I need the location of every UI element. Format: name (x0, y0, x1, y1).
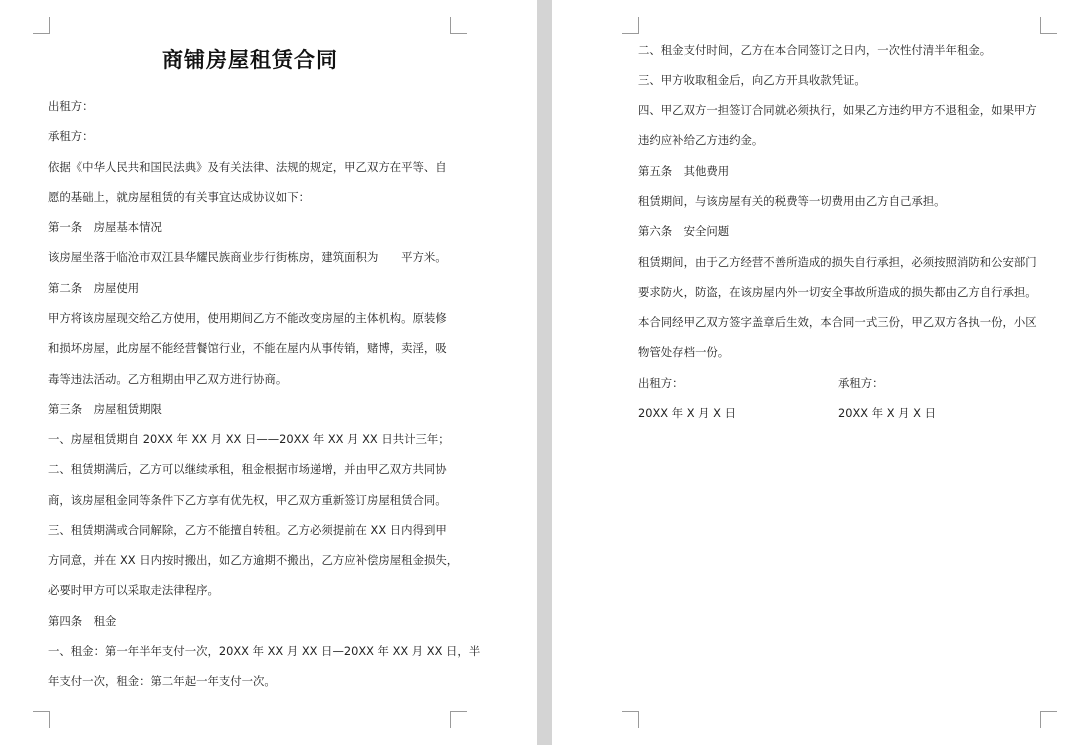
corner-mark-top-left (622, 17, 639, 34)
document-title: 商铺房屋租赁合同 (162, 47, 338, 72)
text-line: 承租方： (48, 129, 94, 143)
section-heading: 第一条 房屋基本情况 (48, 220, 162, 234)
text-line: 商，该房屋租金同等条件下乙方享有优先权，甲乙双方重新签订房屋租赁合同。 (48, 493, 447, 507)
text-line: 愿的基础上，就房屋租赁的有关事宜达成协议如下： (48, 190, 310, 204)
corner-mark-top-right (450, 17, 467, 34)
text-line: 一、房屋租赁期自 20XX 年 XX 月 XX 日——20XX 年 XX 月 XX 日共计三年； (48, 432, 450, 446)
corner-mark-bottom-left (622, 711, 639, 728)
lessor-signature-label: 出租方： (638, 376, 684, 390)
text-line: 该房屋坐落于临沧市双江县华耀民族商业步行街栋房，建筑面积为 平方米。 (48, 250, 447, 264)
page-gutter (537, 0, 552, 745)
corner-mark-top-left (33, 17, 50, 34)
text-line: 租赁期间，与该房屋有关的税费等一切费用由乙方自己承担。 (638, 194, 946, 208)
document-page-2 (552, 0, 1080, 745)
text-line: 一、租金：第一年半年支付一次，20XX 年 XX 月 XX 日—20XX 年 XX 月 XX 日，半 (48, 644, 481, 658)
text-line: 依据《中华人民共和国民法典》及有关法律、法规的规定，甲乙双方在平等、自 (48, 160, 447, 174)
text-line: 本合同经甲乙双方签字盖章后生效，本合同一式三份，甲乙双方各执一份，小区 (638, 315, 1037, 329)
text-line: 要求防火，防盗，在该房屋内外一切安全事故所造成的损失都由乙方自行承担。 (638, 285, 1037, 299)
text-line: 三、租赁期满或合同解除，乙方不能擅自转租。乙方必须提前在 XX 日内得到甲 (48, 523, 447, 537)
text-line: 毒等违法活动。乙方租期由甲乙双方进行协商。 (48, 372, 288, 386)
text-line: 年支付一次，租金：第二年起一年支付一次。 (48, 674, 276, 688)
section-heading: 第三条 房屋租赁期限 (48, 402, 162, 416)
corner-mark-top-right (1040, 17, 1057, 34)
lessee-signature-date: 20XX 年 X 月 X 日 (838, 406, 936, 420)
corner-mark-bottom-right (1040, 711, 1057, 728)
text-line: 出租方： (48, 99, 94, 113)
text-line: 必要时甲方可以采取走法律程序。 (48, 583, 219, 597)
text-line: 方同意，并在 XX 日内按时搬出，如乙方逾期不搬出，乙方应补偿房屋租金损失， (48, 553, 459, 567)
corner-mark-bottom-left (33, 711, 50, 728)
text-line: 甲方将该房屋现交给乙方使用，使用期间乙方不能改变房屋的主体机构。原装修 (48, 311, 447, 325)
section-heading: 第五条 其他费用 (638, 164, 730, 178)
lessee-signature-label: 承租方： (838, 376, 884, 390)
document-page-1 (0, 0, 537, 745)
text-line: 二、租金支付时间，乙方在本合同签订之日内，一次性付清半年租金。 (638, 43, 992, 57)
text-line: 和损坏房屋，此房屋不能经营餐馆行业，不能在屋内从事传销，赌博，卖淫，吸 (48, 341, 447, 355)
section-heading: 第六条 安全问题 (638, 224, 730, 238)
text-line: 租赁期间，由于乙方经营不善所造成的损失自行承担，必须按照消防和公安部门 (638, 255, 1037, 269)
text-line: 物管处存档一份。 (638, 345, 730, 359)
text-line: 三、甲方收取租金后，向乙方开具收款凭证。 (638, 73, 866, 87)
section-heading: 第二条 房屋使用 (48, 281, 140, 295)
lessor-signature-date: 20XX 年 X 月 X 日 (638, 406, 736, 420)
text-line: 二、租赁期满后，乙方可以继续承租，租金根据市场递增，并由甲乙双方共同协 (48, 462, 447, 476)
text-line: 违约应补给乙方违约金。 (638, 133, 764, 147)
corner-mark-bottom-right (450, 711, 467, 728)
text-line: 四、甲乙双方一担签订合同就必须执行，如果乙方违约甲方不退租金，如果甲方 (638, 103, 1037, 117)
section-heading: 第四条 租金 (48, 614, 117, 628)
